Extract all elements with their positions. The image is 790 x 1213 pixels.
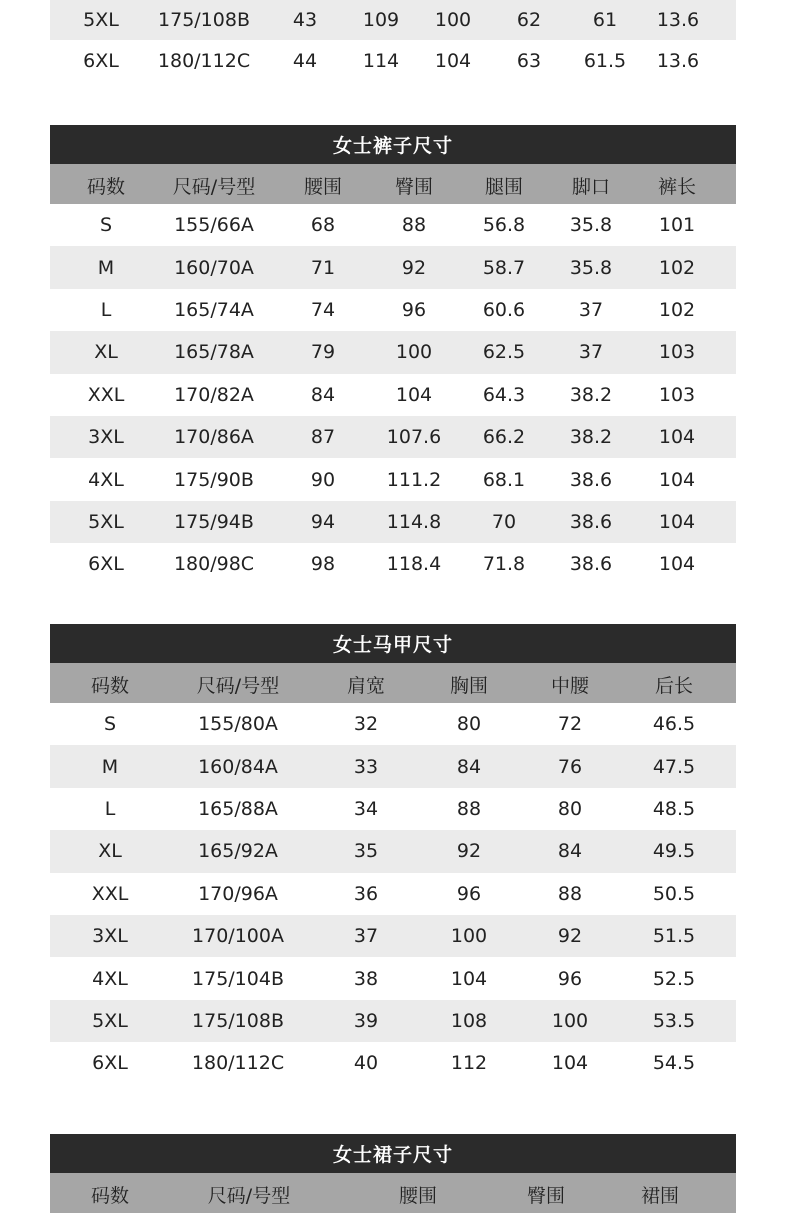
table-cell: XXL	[91, 882, 129, 905]
table-cell: 5XL	[83, 9, 119, 31]
table-cell: 66.2	[482, 426, 526, 449]
table-cell: 80	[456, 713, 482, 736]
table-row	[50, 745, 736, 787]
table-cell: 109	[362, 9, 400, 31]
table-cell: L	[100, 298, 112, 321]
table-body	[50, 204, 736, 586]
column-header: 码数	[90, 1184, 129, 1207]
table-cell: 68.1	[482, 468, 526, 491]
table-cell: 101	[658, 214, 696, 237]
table-cell: 104	[658, 510, 696, 533]
table-title: 女士马甲尺寸	[50, 624, 736, 663]
table-cell: 165/88A	[198, 797, 278, 820]
table-header	[50, 164, 736, 204]
table-cell: M	[97, 256, 115, 279]
table-header	[50, 663, 736, 703]
pants-size-table	[50, 125, 736, 586]
table-cell: 61	[592, 9, 618, 31]
table-cell: 88	[401, 214, 427, 237]
table-cell: 175/104B	[192, 967, 284, 990]
table-row	[50, 204, 736, 246]
table-cell: 104	[658, 468, 696, 491]
table-cell: 37	[578, 341, 604, 364]
table-cell: 104	[395, 383, 433, 406]
table-row	[50, 830, 736, 872]
table-cell: 103	[658, 383, 696, 406]
table-cell: 88	[456, 797, 482, 820]
table-cell: 6XL	[88, 553, 124, 576]
table-cell: 3XL	[92, 925, 128, 948]
column-header: 胸围	[449, 674, 488, 697]
table-cell: XXL	[87, 383, 125, 406]
table-cell: 175/108B	[158, 9, 250, 31]
table-cell: 62	[516, 9, 542, 31]
table-cell: 98	[310, 553, 336, 576]
table-row	[50, 1000, 736, 1042]
table-row	[50, 1042, 736, 1084]
table-cell: 47.5	[652, 755, 696, 778]
table-cell: 165/74A	[174, 298, 254, 321]
table-cell: 108	[450, 1009, 488, 1032]
table-cell: 6XL	[83, 50, 119, 73]
column-header: 中腰	[550, 674, 589, 697]
table-cell: L	[104, 797, 116, 820]
table-cell: 88	[557, 882, 583, 905]
table-cell: 71.8	[482, 553, 526, 576]
table-cell: 180/98C	[173, 553, 255, 576]
table-cell: 96	[456, 882, 482, 905]
table-cell: 38.6	[569, 468, 613, 491]
table-cell: 36	[353, 882, 379, 905]
table-row	[50, 703, 736, 745]
table-cell: S	[103, 713, 117, 736]
table-cell: 96	[401, 298, 427, 321]
table-cell: S	[99, 214, 113, 237]
table-cell: 160/84A	[198, 755, 278, 778]
table-cell: XL	[94, 341, 118, 364]
table-cell: 111.2	[386, 468, 442, 491]
table-cell: 48.5	[652, 797, 696, 820]
table-cell: 5XL	[88, 510, 124, 533]
table-cell: 68	[310, 214, 336, 237]
table-row	[50, 501, 736, 543]
table-cell: M	[101, 755, 119, 778]
table-cell: 114.8	[386, 510, 442, 533]
table-row	[50, 416, 736, 458]
table-cell: 80	[557, 797, 583, 820]
table-cell: 104	[551, 1052, 589, 1075]
table-cell: 70	[491, 510, 517, 533]
table-cell: 118.4	[386, 553, 442, 576]
table-cell: 79	[310, 341, 336, 364]
table-row	[50, 374, 736, 416]
table-cell: 49.5	[652, 840, 696, 863]
table-cell: 6XL	[92, 1052, 128, 1075]
column-header: 码数	[86, 175, 125, 198]
column-header: 腰围	[303, 175, 342, 198]
table-cell: 13.6	[656, 9, 700, 31]
table-cell: 104	[658, 426, 696, 449]
table-cell: 104	[434, 50, 472, 73]
table-row	[50, 873, 736, 915]
table-cell: 155/66A	[174, 214, 254, 237]
table-cell: 35.8	[569, 256, 613, 279]
table-row	[50, 246, 736, 288]
table-cell: 165/92A	[198, 840, 278, 863]
table-cell: 56.8	[482, 214, 526, 237]
table-cell: 38.2	[569, 383, 613, 406]
table-row	[50, 289, 736, 331]
column-header: 裙围	[640, 1184, 679, 1207]
table-row	[50, 543, 736, 585]
column-header: 腰围	[398, 1184, 437, 1207]
table-cell: 180/112C	[191, 1052, 285, 1075]
table-cell: 84	[310, 383, 336, 406]
table-cell: 74	[310, 298, 336, 321]
table-cell: 38.6	[569, 553, 613, 576]
table-cell: 100	[450, 925, 488, 948]
table-cell: 3XL	[88, 426, 124, 449]
table-cell: 5XL	[92, 1009, 128, 1032]
table-cell: 58.7	[482, 256, 526, 279]
table-cell: 160/70A	[174, 256, 254, 279]
table-cell: 51.5	[652, 925, 696, 948]
table-row	[50, 915, 736, 957]
column-header: 裤长	[657, 175, 696, 198]
table-cell: 40	[353, 1052, 379, 1075]
top-size-table	[50, 0, 736, 82]
table-cell: 43	[292, 9, 318, 31]
table-cell: 35.8	[569, 214, 613, 237]
table-cell: 170/82A	[174, 383, 254, 406]
table-title: 女士裤子尺寸	[50, 125, 736, 164]
column-header: 尺码/号型	[172, 175, 256, 198]
table-cell: 100	[395, 341, 433, 364]
table-body	[50, 703, 736, 1085]
table-cell: 76	[557, 755, 583, 778]
table-cell: 35	[353, 840, 379, 863]
table-cell: 84	[557, 840, 583, 863]
table-cell: 175/94B	[174, 510, 254, 533]
column-header: 肩宽	[346, 674, 385, 697]
table-cell: 114	[362, 50, 400, 73]
table-cell: 64.3	[482, 383, 526, 406]
table-cell: 100	[434, 9, 472, 31]
table-cell: 52.5	[652, 967, 696, 990]
table-cell: 96	[557, 967, 583, 990]
table-cell: 38.6	[569, 510, 613, 533]
table-cell: 46.5	[652, 713, 696, 736]
table-cell: 63	[516, 50, 542, 73]
table-cell: 50.5	[652, 882, 696, 905]
table-cell: 94	[310, 510, 336, 533]
vest-size-table	[50, 624, 736, 1085]
column-header: 臀围	[526, 1184, 565, 1207]
column-header: 码数	[90, 674, 129, 697]
table-row	[50, 458, 736, 500]
table-cell: 100	[551, 1009, 589, 1032]
table-cell: 170/100A	[192, 925, 284, 948]
table-cell: 34	[353, 797, 379, 820]
table-cell: 54.5	[652, 1052, 696, 1075]
table-cell: 38	[353, 967, 379, 990]
table-cell: 61.5	[583, 50, 627, 73]
column-header: 尺码/号型	[207, 1184, 291, 1207]
table-cell: 13.6	[656, 50, 700, 73]
table-cell: 87	[310, 426, 336, 449]
table-cell: 60.6	[482, 298, 526, 321]
table-cell: 53.5	[652, 1009, 696, 1032]
table-cell: 170/86A	[174, 426, 254, 449]
table-cell: 165/78A	[174, 341, 254, 364]
table-row	[50, 40, 736, 82]
table-row	[50, 0, 736, 40]
table-cell: 92	[401, 256, 427, 279]
table-row	[50, 788, 736, 830]
column-header: 臀围	[394, 175, 433, 198]
table-cell: 71	[310, 256, 336, 279]
table-cell: 155/80A	[198, 713, 278, 736]
table-cell: 175/108B	[192, 1009, 284, 1032]
table-cell: 44	[292, 50, 318, 73]
table-header	[50, 1173, 736, 1213]
table-cell: 37	[353, 925, 379, 948]
table-row	[50, 331, 736, 373]
table-cell: 170/96A	[198, 882, 278, 905]
table-cell: 72	[557, 713, 583, 736]
table-cell: 33	[353, 755, 379, 778]
table-cell: 92	[456, 840, 482, 863]
column-header: 后长	[654, 674, 693, 697]
table-cell: 104	[658, 553, 696, 576]
table-cell: 102	[658, 298, 696, 321]
table-cell: 37	[578, 298, 604, 321]
table-cell: 112	[450, 1052, 488, 1075]
table-cell: 32	[353, 713, 379, 736]
column-header: 尺码/号型	[196, 674, 280, 697]
column-header: 脚口	[571, 175, 610, 198]
table-cell: 39	[353, 1009, 379, 1032]
table-cell: 92	[557, 925, 583, 948]
table-title: 女士裙子尺寸	[50, 1134, 736, 1173]
table-cell: 4XL	[92, 967, 128, 990]
table-cell: 62.5	[482, 341, 526, 364]
table-cell: XL	[98, 840, 122, 863]
skirt-size-table	[50, 1134, 736, 1213]
table-cell: 175/90B	[174, 468, 254, 491]
table-cell: 104	[450, 967, 488, 990]
table-cell: 103	[658, 341, 696, 364]
table-row	[50, 957, 736, 999]
table-cell: 107.6	[386, 426, 442, 449]
table-cell: 4XL	[88, 468, 124, 491]
table-cell: 84	[456, 755, 482, 778]
table-cell: 180/112C	[157, 50, 251, 73]
table-cell: 102	[658, 256, 696, 279]
table-cell: 38.2	[569, 426, 613, 449]
table-cell: 90	[310, 468, 336, 491]
column-header: 腿围	[484, 175, 523, 198]
